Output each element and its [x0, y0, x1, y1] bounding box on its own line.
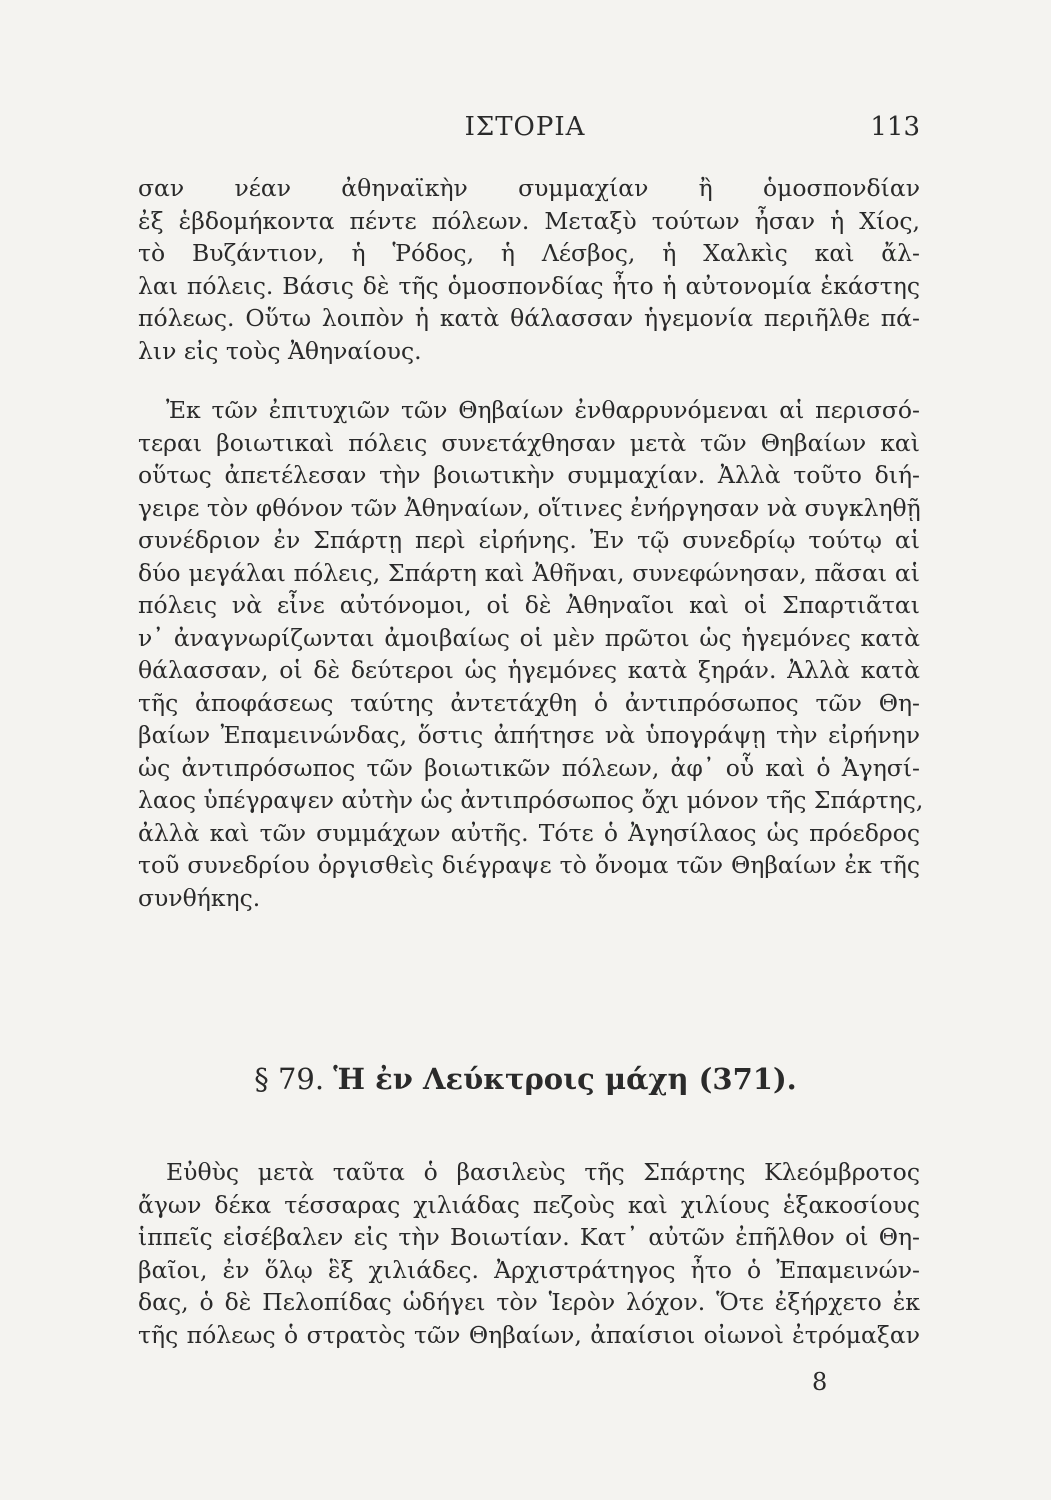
text-line: θάλασσαν, οἱ δὲ δεύτεροι ὡς ἡγεμόνες κατὰ ξηράν. Ἀλλὰ κατὰ — [138, 656, 920, 684]
text-line: τῆς ἀποφάσεως ταύτης ἀντετάχθη ὁ ἀντιπρόσωπος τῶν Θη- — [138, 688, 920, 717]
text-line: Εὐθὺς μετὰ ταῦτα ὁ βασιλεὺς τῆς Σπάρτης Κλεόμβροτος — [166, 1158, 920, 1186]
text-line: βαῖοι, ἐν ὅλῳ ἓξ χιλιάδες. Ἀρχιστράτηγος ἦτο ὁ Ἐπαμεινών- — [138, 1255, 920, 1284]
text-line: βαίων Ἐπαμεινώνδας, ὅστις ἀπήτησε νὰ ὑπογράψῃ τὴν εἰρήνην — [138, 721, 920, 749]
text-line: ἄγων δέκα τέσσαρας χιλιάδας πεζοὺς καὶ χιλίους ἑξακοσίους — [138, 1190, 920, 1219]
text-line: Ἐκ τῶν ἐπιτυχιῶν τῶν Θηβαίων ἐνθαρρυνόμεναι αἱ περισσό- — [166, 396, 920, 424]
running-header — [130, 112, 920, 152]
paragraph-1 — [138, 172, 920, 367]
text-line: τὸ Βυζάντιον, ἡ Ῥόδος, ἡ Λέσβος, ἡ Χαλκὶς καὶ ἄλ- — [138, 239, 920, 267]
text-line: οὕτως ἀπετέλεσαν τὴν βοιωτικὴν συμμαχίαν. Ἀλλὰ τοῦτο διή- — [138, 461, 920, 489]
text-line: λαος ὑπέγραψεν αὐτὴν ὡς ἀντιπρόσωπος ὄχι μόνον τῆς Σπάρτης, — [138, 786, 924, 814]
text-line: ν᾿ ἀναγνωρίζωνται ἀμοιβαίως οἱ μὲν πρῶτοι ὡς ἡγεμόνες κατὰ — [138, 623, 920, 652]
text-line: γειρε τὸν φθόνον τῶν Ἀθηναίων, οἵτινες ἐνήργησαν νὰ συγκληθῇ — [138, 493, 921, 522]
text-line: λιν εἰς τοὺς Ἀθηναίους. — [138, 336, 422, 365]
text-line: ὡς ἀντιπρόσωπος τῶν βοιωτικῶν πόλεων, ἀφ᾿ οὗ καὶ ὁ Ἀγησί- — [138, 753, 920, 782]
section-number: § 79. — [254, 1062, 325, 1096]
text-line: λαι πόλεις. Βάσις δὲ τῆς ὁμοσπονδίας ἦτο ἡ αὐτονομία ἑκάστης — [138, 271, 920, 300]
text-line: πόλεως. Οὕτω λοιπὸν ἡ κατὰ θάλασσαν ἡγεμονία περιῆλθε πά- — [138, 304, 920, 332]
text-line: συνέδριον ἐν Σπάρτῃ περὶ εἰρήνης. Ἐν τῷ συνεδρίῳ τούτῳ αἱ — [138, 526, 920, 554]
text-line: δύο μεγάλαι πόλεις, Σπάρτη καὶ Ἀθῆναι, συνεφώνησαν, πᾶσαι αἱ — [138, 558, 920, 587]
section-heading — [0, 1062, 1051, 1096]
text-line: συνθήκης. — [138, 883, 261, 912]
text-line: δας, ὁ δὲ Πελοπίδας ὡδήγει τὸν Ἱερὸν λόχον. Ὅτε ἐξήρχετο ἐκ — [138, 1288, 920, 1316]
paragraph-3 — [138, 1156, 920, 1351]
text-line: πόλεις νὰ εἶνε αὐτόνομοι, οἱ δὲ Ἀθηναῖοι καὶ οἱ Σπαρτιᾶται — [138, 591, 920, 619]
paragraph-2 — [138, 394, 924, 914]
page-number: 113 — [870, 112, 920, 142]
text-line: τεραι βοιωτικαὶ πόλεις συνετάχθησαν μετὰ τῶν Θηβαίων καὶ — [138, 428, 920, 457]
text-line: ἐξ ἑβδομήκοντα πέντε πόλεων. Μεταξὺ τούτων ἦσαν ἡ Χίος, — [138, 206, 920, 235]
running-title: ΙΣΤΟΡΙΑ — [464, 112, 586, 142]
text-line: ἀλλὰ καὶ τῶν συμμάχων αὐτῆς. Τότε ὁ Ἀγησίλαος ὡς πρόεδρος — [138, 818, 920, 847]
text-line: τῆς πόλεως ὁ στρατὸς τῶν Θηβαίων, ἀπαίσιοι οἰωνοὶ ἐτρόμαξαν — [138, 1320, 920, 1349]
text-line: ἱππεῖς εἰσέβαλεν εἰς τὴν Βοιωτίαν. Κατ᾿ αὐτῶν ἐπῆλθον οἱ Θη- — [138, 1223, 920, 1251]
text-line: σαν νέαν ἀθηναϊκὴν συμμαχίαν ἢ ὁμοσπονδίαν — [138, 174, 920, 202]
signature-mark: 8 — [812, 1368, 828, 1396]
section-title: Ἡ ἐν Λεύκτροις μάχη (371). — [333, 1062, 797, 1096]
text-line: τοῦ συνεδρίου ὀργισθεὶς διέγραψε τὸ ὄνομα τῶν Θηβαίων ἐκ τῆς — [138, 851, 920, 879]
